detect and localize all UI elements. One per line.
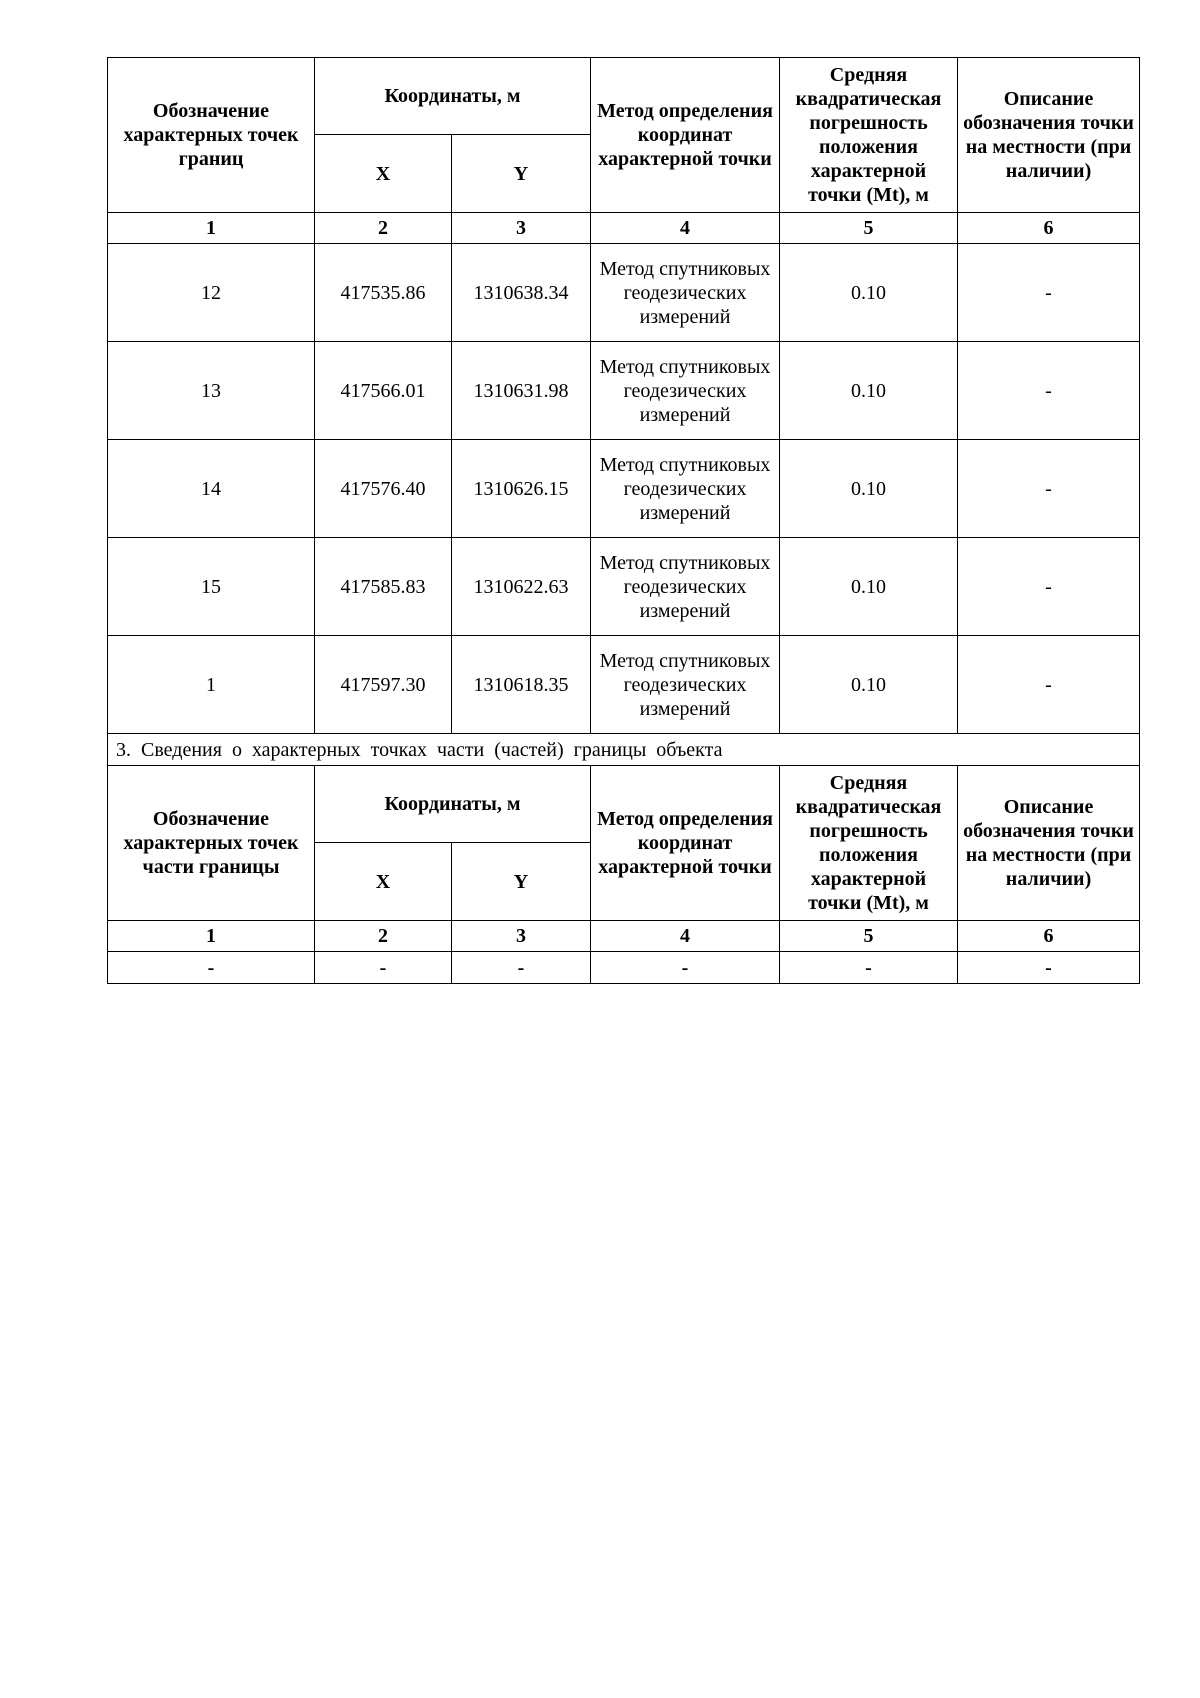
point-number: 13 [108, 342, 315, 440]
table-row [108, 538, 1140, 636]
table-row [108, 342, 1140, 440]
coordinates-sheet [107, 57, 1139, 984]
header-row-top [108, 58, 1140, 135]
coordinate-x: 417576.40 [315, 440, 452, 538]
point-number: 15 [108, 538, 315, 636]
header-x: X [315, 843, 452, 921]
column-number: 1 [108, 921, 315, 952]
column-number: 4 [591, 921, 780, 952]
header-method: Метод определения координат характерной точки [591, 58, 780, 213]
section-3-title: 3. Сведения о характерных точках части (частей) границы объекта [108, 734, 1140, 766]
column-number: 5 [780, 921, 958, 952]
header-description: Описание обозначения точки на местности (при наличии) [958, 58, 1140, 213]
column-number: 6 [958, 213, 1140, 244]
point-number: 14 [108, 440, 315, 538]
column-number: 6 [958, 921, 1140, 952]
accuracy-cell: 0.10 [780, 440, 958, 538]
description-cell: - [958, 342, 1140, 440]
column-number: 2 [315, 213, 452, 244]
point-number: - [108, 952, 315, 984]
header-method: Метод определения координат характерной точки [591, 766, 780, 921]
method-cell: Метод спутниковых геодезических измерений [591, 440, 780, 538]
boundary-points-table [107, 57, 1140, 984]
method-cell: Метод спутниковых геодезических измерений [591, 342, 780, 440]
header-description: Описание обозначения точки на местности (при наличии) [958, 766, 1140, 921]
description-cell: - [958, 440, 1140, 538]
column-number: 5 [780, 213, 958, 244]
header-y: Y [452, 135, 591, 213]
coordinate-y: 1310626.15 [452, 440, 591, 538]
header-coordinates: Координаты, м [315, 58, 591, 135]
column-number: 2 [315, 921, 452, 952]
coordinate-y: 1310638.34 [452, 244, 591, 342]
point-number: 12 [108, 244, 315, 342]
header-y: Y [452, 843, 591, 921]
column-number: 4 [591, 213, 780, 244]
header-accuracy: Средняя квадратическая погрешность положения характерной точки (Mt), м [780, 766, 958, 921]
accuracy-cell: 0.10 [780, 244, 958, 342]
accuracy-cell: - [780, 952, 958, 984]
description-cell: - [958, 636, 1140, 734]
column-number: 1 [108, 213, 315, 244]
header-accuracy: Средняя квадратическая погрешность положения характерной точки (Mt), м [780, 58, 958, 213]
header-point-designation: Обозначение характерных точек части границы [108, 766, 315, 921]
table-row [108, 244, 1140, 342]
description-cell: - [958, 538, 1140, 636]
table-row [108, 636, 1140, 734]
coordinate-y: 1310631.98 [452, 342, 591, 440]
accuracy-cell: 0.10 [780, 636, 958, 734]
method-cell: Метод спутниковых геодезических измерений [591, 538, 780, 636]
coordinate-x: 417585.83 [315, 538, 452, 636]
accuracy-cell: 0.10 [780, 342, 958, 440]
column-numbers-row [108, 213, 1140, 244]
coordinate-y: 1310622.63 [452, 538, 591, 636]
header-x: X [315, 135, 452, 213]
method-cell: Метод спутниковых геодезических измерений [591, 244, 780, 342]
method-cell: - [591, 952, 780, 984]
header-point-designation: Обозначение характерных точек границ [108, 58, 315, 213]
section3-header-row-top [108, 766, 1140, 843]
coordinate-x: 417566.01 [315, 342, 452, 440]
point-number: 1 [108, 636, 315, 734]
coordinate-y: - [452, 952, 591, 984]
table-row [108, 440, 1140, 538]
coordinate-x: 417535.86 [315, 244, 452, 342]
coordinate-x: - [315, 952, 452, 984]
section3-table-row [108, 952, 1140, 984]
column-number: 3 [452, 921, 591, 952]
accuracy-cell: 0.10 [780, 538, 958, 636]
coordinate-x: 417597.30 [315, 636, 452, 734]
description-cell: - [958, 952, 1140, 984]
section3-column-numbers-row [108, 921, 1140, 952]
section-title-row [108, 734, 1140, 766]
method-cell: Метод спутниковых геодезических измерений [591, 636, 780, 734]
coordinate-y: 1310618.35 [452, 636, 591, 734]
description-cell: - [958, 244, 1140, 342]
header-coordinates: Координаты, м [315, 766, 591, 843]
column-number: 3 [452, 213, 591, 244]
